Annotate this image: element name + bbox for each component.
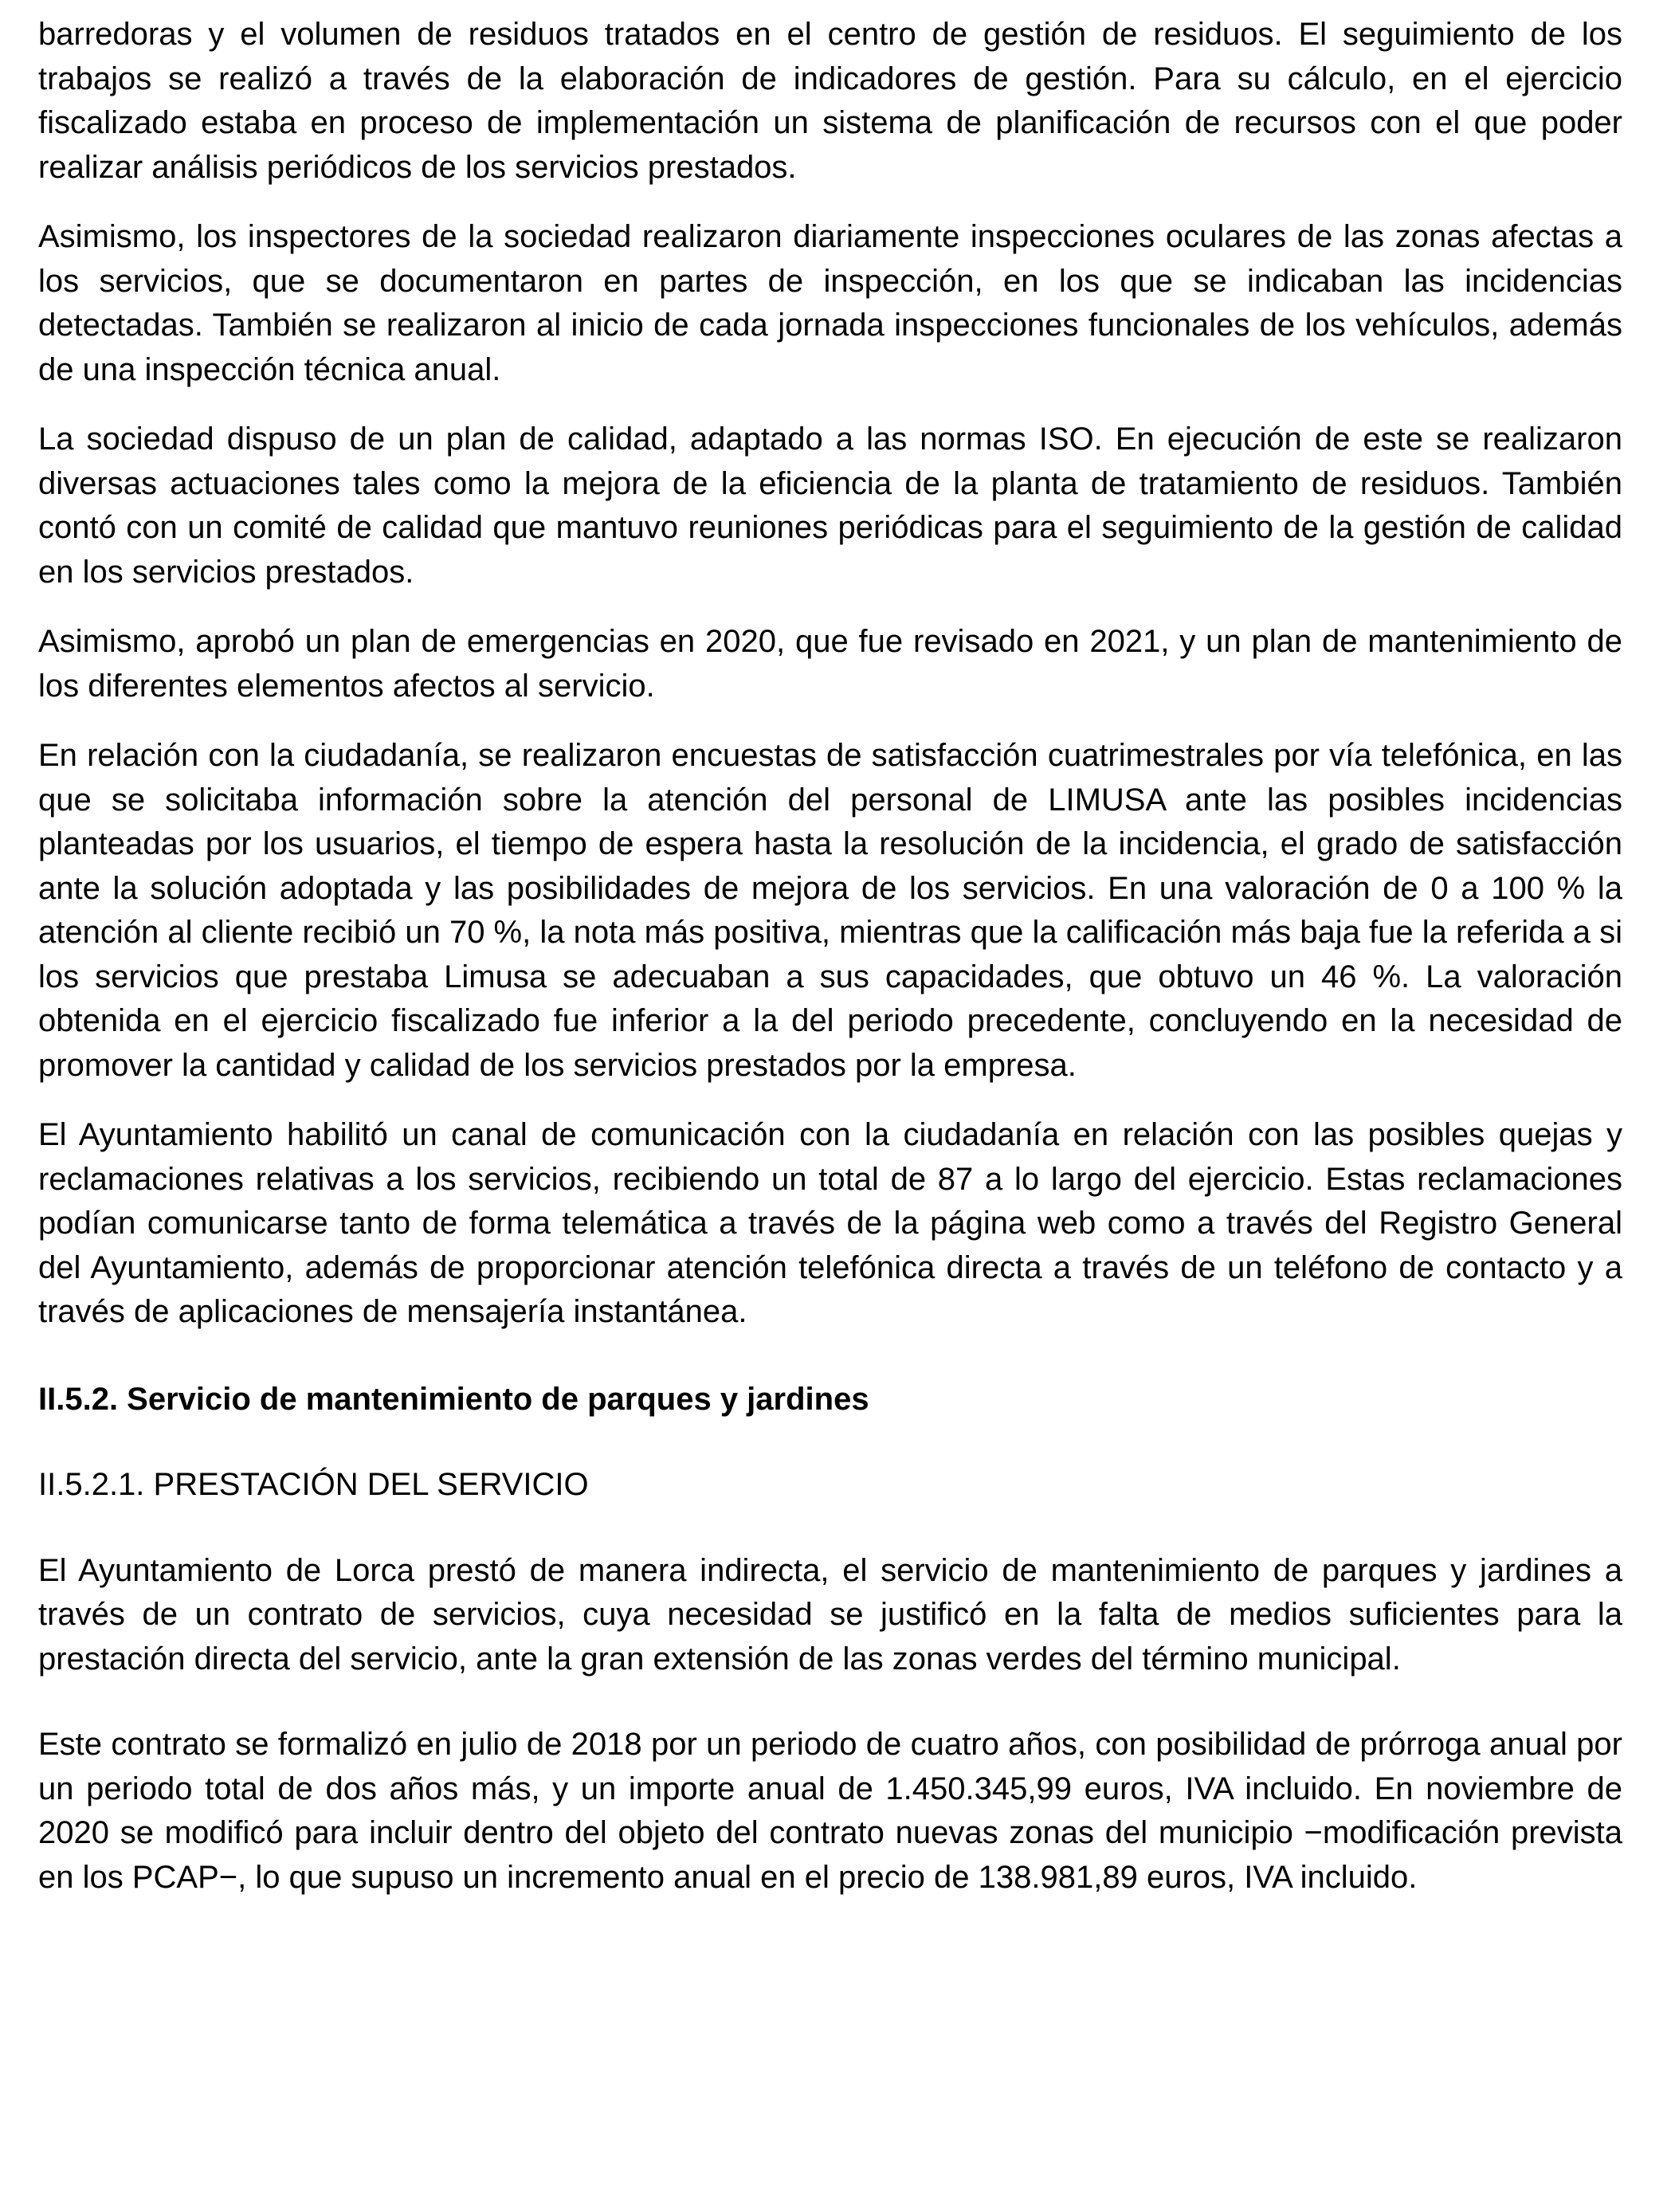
paragraph-plan-emergencias: Asimismo, aprobó un plan de emergencias en 2020, que fue revisado en 2021, y un plan de mantenimiento de los diferentes elementos afectos al servicio. [38,624,1622,704]
paragraph-plan-calidad: La sociedad dispuso de un plan de calidad, adaptado a las normas ISO. En ejecución de este se realizaron diversas actuaciones tales como la mejora de la eficiencia de la planta de tratamiento de residuos. También contó con un comité de calidad que mantuvo reuniones periódicas para el seguimiento de la gestión de calidad en los servicios prestados. [38,422,1622,590]
paragraph-prestacion-indirecta: El Ayuntamiento de Lorca prestó de manera indirecta, el servicio de mantenimiento de parques y jardines a través de un contrato de servicios, cuya necesidad se justificó en la falta de medios suficientes para la prestación directa del servicio, ante la gran extensión de las zonas verdes del término municipal. [38,1552,1622,1677]
document-page [38,13,1622,1925]
paragraph-contrato-importe: Este contrato se formalizó en julio de 2018 por un periodo de cuatro años, con posibilidad de prórroga anual por un periodo total de dos años más, y un importe anual de 1.450.345,99 euros, IVA incluido. En noviembre de 2020 se modificó para incluir dentro del objeto del contrato nuevas zonas del municipio −modificación prevista en los PCAP−, lo que supuso un incremento anual en el precio de 138.981,89 euros, IVA incluido. [38,1727,1622,1895]
paragraph-encuestas-satisfaccion: En relación con la ciudadanía, se realizaron encuestas de satisfacción cuatrimestrales por vía telefónica, en las que se solicitaba información sobre la atención del personal de LIMUSA ante las posibles incidencias planteadas por los usuarios, el tiempo de espera hasta la resolución de la incidencia, el grado de satisfacción ante la solución adoptada y las posibilidades de mejora de los servicios. En una valoración de 0 a 100 % la atención al cliente recibió un 70 %, la nota más positiva, mientras que la calificación más baja fue la referida a si los servicios que prestaba Limusa se adecuaban a sus capacidades, que obtuvo un 46 %. La valoración obtenida en el ejercicio fiscalizado fue inferior a la del periodo precedente, concluyendo en la necesidad de promover la cantidad y calidad de los servicios prestados por la empresa. [38,738,1622,1083]
section-heading: II.5.2. Servicio de mantenimiento de parques y jardines [38,1381,869,1417]
paragraph-inspecciones: Asimismo, los inspectores de la sociedad realizaron diariamente inspecciones oculares de las zonas afectas a los servicios, que se documentaron en partes de inspección, en los que se indicaban las incidencias detectadas. También se realizaron al inicio de cada jornada inspecciones funcionales de los vehículos, además de una inspección técnica anual. [38,219,1622,387]
subsection-heading: II.5.2.1. PRESTACIÓN DEL SERVICIO [38,1467,589,1502]
paragraph-canal-reclamaciones: El Ayuntamiento habilitó un canal de comunicación con la ciudadanía en relación con las posibles quejas y reclamaciones relativas a los servicios, recibiendo un total de 87 a lo largo del ejercicio. Estas reclamaciones podían comunicarse tanto de forma telemática a través de la página web como a través del Registro General del Ayuntamiento, además de proporcionar atención telefónica directa a través de un teléfono de contacto y a través de aplicaciones de mensajería instantánea. [38,1117,1622,1329]
paragraph-residuos-seguimiento: barredoras y el volumen de residuos tratados en el centro de gestión de residuos. El seguimiento de los trabajos se realizó a través de la elaboración de indicadores de gestión. Para su cálculo, en el ejercicio fiscalizado estaba en proceso de implementación un sistema de planificación de recursos con el que poder realizar análisis periódicos de los servicios prestados. [38,17,1622,185]
